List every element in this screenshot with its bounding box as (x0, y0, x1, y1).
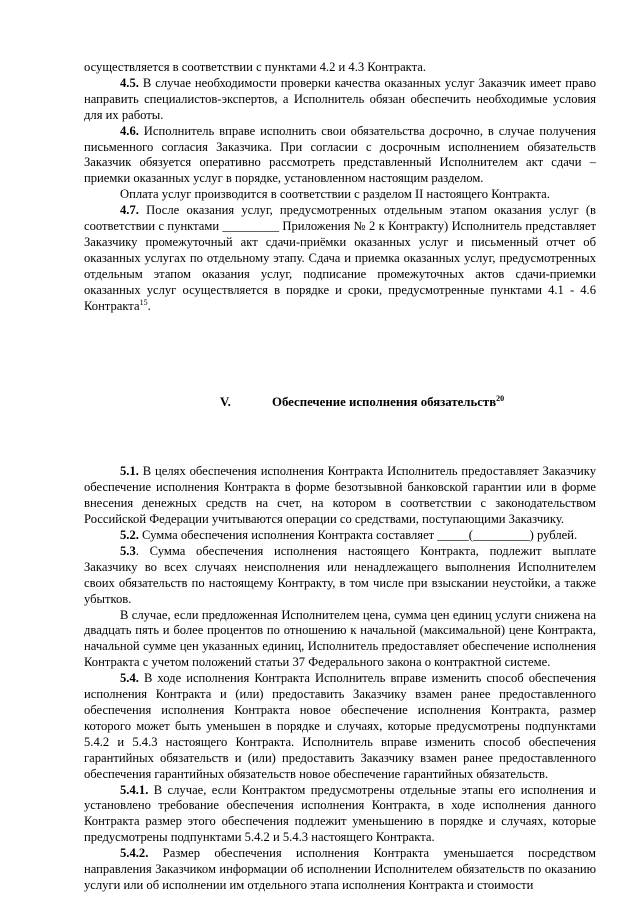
clause-text: После оказания услуг, предусмотренных отдельным этапом оказания услуг (в соответствии с пунктами _________ Приложения № 2 к Контракту) Исполнитель представляет Заказчику промежуточный акт сдачи-приёмки оказанных услуг и письменный отчет об оказанных услугах по отдельному этапу. Сдача и приемка оказанных услуг, предусмотренных отдельным этапом оказания услуг, подписание промежуточных актов сдачи-приемки оказанных услуг осуществляется в порядке и сроки, предусмотренные пунктами 4.1 - 4.6 Контракта (84, 203, 596, 313)
clause-number: 5.1. (120, 464, 139, 479)
clause-text: В целях обеспечения исполнения Контракта Исполнитель предоставляет Заказчику обеспечение исполнения Контракта в форме безотзывной банковской гарантии или в форме внесения денежных средств на счет, на котором в соответствии с законодательством Российской Федерации учитываются операции со средствами, поступающими Заказчику. (84, 464, 596, 527)
paragraph-5-2 (84, 528, 596, 544)
clause-number: 5.2. (120, 528, 139, 543)
clause-text: В ходе исполнения Контракта Исполнитель вправе изменить способ обеспечения исполнения Контракта и (или) предоставить Заказчику взамен ранее предоставленного обеспечения исполнения Контракта новое обеспечение исполнения Контракта, размер которого может быть уменьшен в порядке и случаях, которые предусмотрены подпунктами 5.4.2 и 5.4.3 настоящего Контракта. Исполнитель вправе изменить способ обеспечения гарантийных обязательств и (или) предоставить Заказчику взамен ранее предоставленного обеспечения гарантийных обязательств новое обеспечение гарантийных обязательств. (84, 671, 596, 781)
clause-text: Сумма обеспечения исполнения Контракта составляет _____(_________) рублей. (138, 528, 578, 543)
clause-number: 4.7. (120, 203, 139, 218)
paragraph-5-4 (84, 671, 596, 782)
paragraph-intro: осуществляется в соответствии с пунктами 4.2 и 4.3 Контракта. (84, 60, 427, 74)
clause-text: Исполнитель вправе исполнить свои обязательства досрочно, в случае получения письменного согласия Заказчика. При согласии с досрочным исполнением обязательств Заказчик обязуется оперативно рассмотреть представленный Исполнителем акт сдачи – приемки оказанных услуг в порядке, установленном настоящим разделом. (84, 123, 596, 186)
paragraph-5-4-1 (84, 783, 596, 847)
paragraph-4-5 (84, 76, 596, 124)
footnote-ref[interactable]: 15 (139, 297, 148, 307)
clause-number: 5.4.1. (120, 782, 149, 797)
section-heading (84, 395, 596, 411)
paragraph-4-6 (84, 124, 596, 188)
clause-text: В случае необходимости проверки качества оказанных услуг Заказчик имеет право направить специалистов-экспертов, а Исполнитель обязан обеспечить необходимые условия для их работы. (84, 75, 596, 122)
clause-number: 5.4.2. (120, 846, 149, 861)
clause-number: 5.3 (120, 543, 136, 558)
paragraph-5-3 (84, 544, 596, 608)
clause-number: 5.4. (120, 671, 139, 686)
clause-text: Размер обеспечения исполнения Контракта уменьшается посредством направления Заказчиком информации об исполнении Исполнителем обязательств по оказанию услуги или об исполнении им отдельного этапа исполнения Контракта и стоимости (84, 846, 596, 892)
clause-text: . Сумма обеспечения исполнения настоящего Контракта, подлежит выплате Заказчику во всех случаях неисполнения или ненадлежащего выполнения Исполнителем своих обязательств по настоящему Контракту, в том числе при взыскании неустойки, а также убытков. (84, 543, 596, 606)
paragraph-4-7 (84, 203, 596, 314)
section-number: V. (220, 394, 231, 409)
paragraph-5-1 (84, 464, 596, 528)
footnote-ref[interactable]: 20 (496, 393, 505, 403)
paragraph-price-reduction: В случае, если предложенная Исполнителем цена, сумма цен единиц услуги снижена на двадцать пять и более процентов по отношению к начальной (максимальной) цене Контракта, начальной сумме цен указанных единиц, Исполнитель предоставляет обеспечение исполнения Контракта с учетом положений статьи 37 Федерального закона о контрактной системе. (84, 607, 596, 670)
clause-number: 4.5. (120, 75, 139, 90)
clause-end: . (147, 298, 151, 313)
paragraph-5-4-2 (84, 846, 596, 894)
clause-text: В случае, если Контрактом предусмотрены отдельные этапы его исполнения и установлено требование обеспечения исполнения Контракта, в ходе исполнения данного Контракта размер этого обеспечения подлежит уменьшению в порядке и случаях, которые предусмотрены подпунктами 5.4.2 и 5.4.3 настоящего Контракта. (84, 782, 596, 845)
section-title: Обеспечение исполнения обязательств (272, 394, 497, 409)
paragraph-payment: Оплата услуг производится в соответствии с разделом II настоящего Контракта. (120, 187, 550, 202)
clause-number: 4.6. (120, 123, 139, 138)
